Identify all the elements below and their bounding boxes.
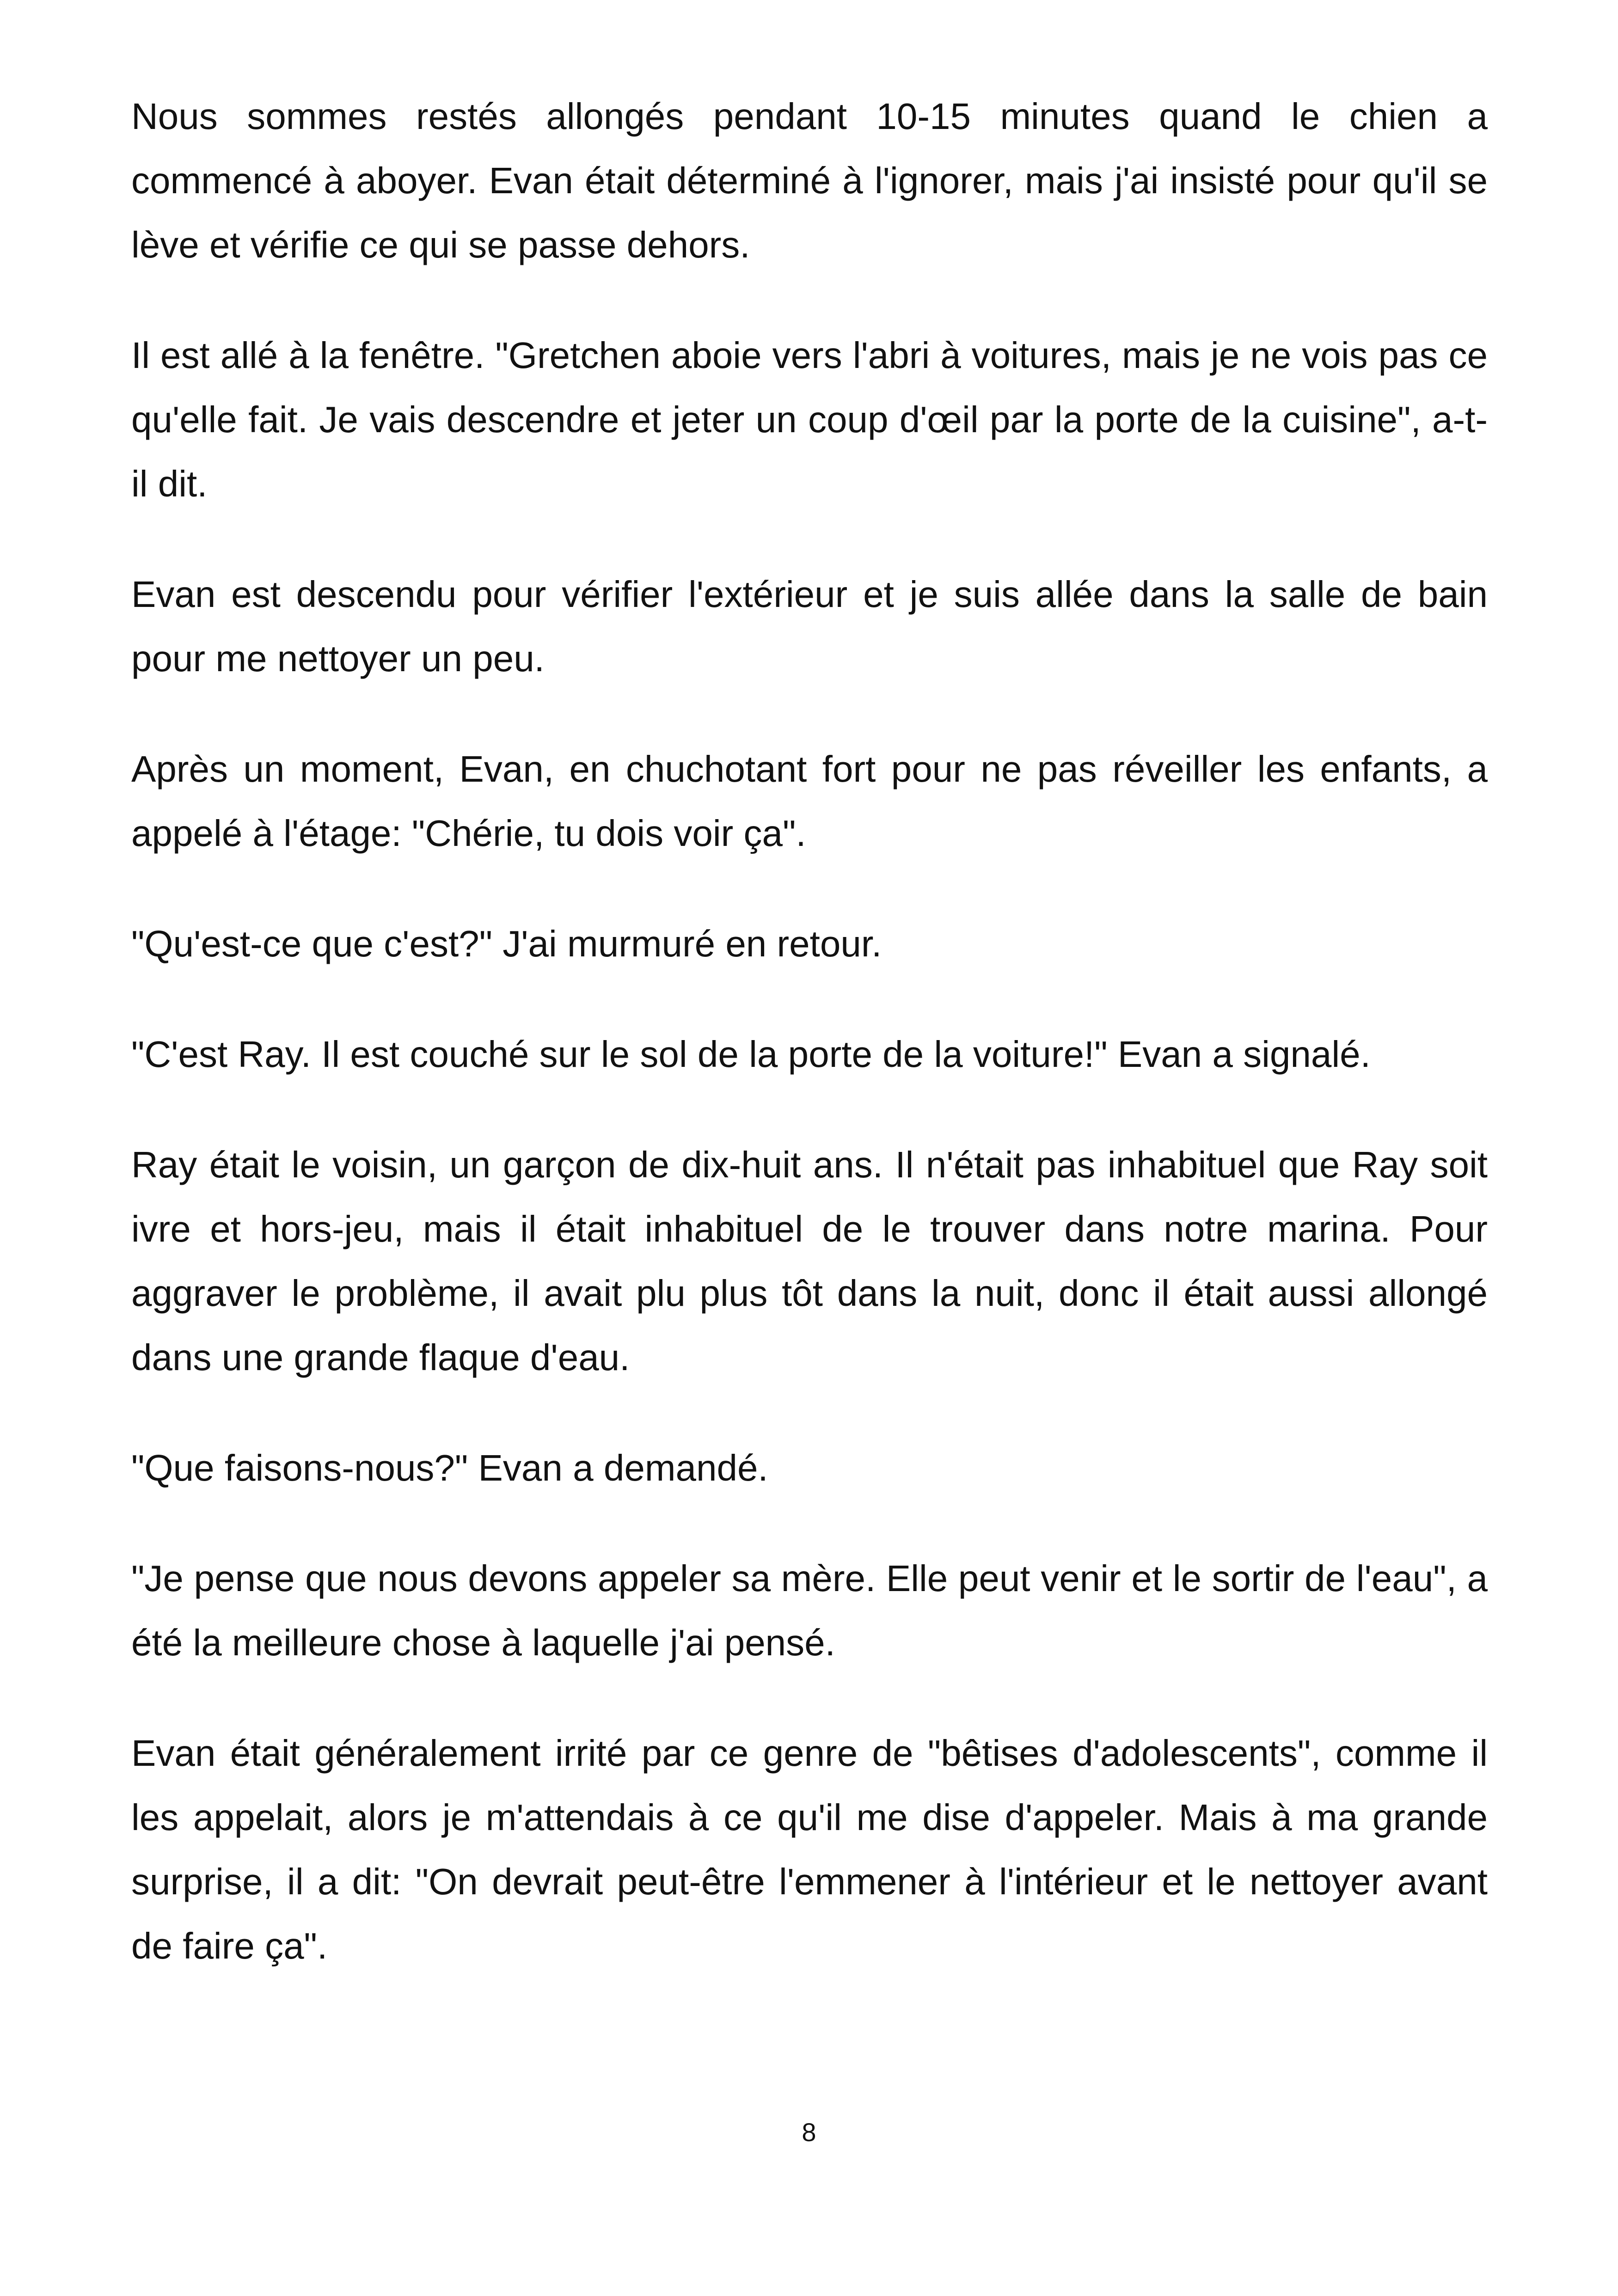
paragraph: Evan est descendu pour vérifier l'extérieur et je suis allée dans la salle de bain pour me nettoyer un peu. [131, 574, 1488, 679]
paragraph: "Je pense que nous devons appeler sa mère. Elle peut venir et le sortir de l'eau", a été la meilleure chose à laquelle j'ai pensé. [131, 1558, 1488, 1663]
page-number: 8 [802, 2118, 816, 2147]
paragraph: Il est allé à la fenêtre. "Gretchen aboie vers l'abri à voitures, mais je ne vois pas ce qu'elle fait. Je vais descendre et jeter un coup d'œil par la porte de la cuisine", a-t-il dit. [131, 335, 1488, 504]
paragraph: Après un moment, Evan, en chuchotant fort pour ne pas réveiller les enfants, a appelé à l'étage: "Chérie, tu dois voir ça". [131, 748, 1488, 854]
paragraph: Ray était le voisin, un garçon de dix-huit ans. Il n'était pas inhabituel que Ray soit ivre et hors-jeu, mais il était inhabituel de le trouver dans notre marina. Pour aggraver le problème, il avait plu plus tôt dans la nuit, donc il était aussi allongé dans une grande flaque d'eau. [131, 1144, 1488, 1378]
paragraph: Nous sommes restés allongés pendant 10-15 minutes quand le chien a commencé à aboyer. Evan était déterminé à l'ignorer, mais j'ai insisté pour qu'il se lève et vérifie ce qui se passe dehors. [131, 96, 1488, 265]
page-body [131, 84, 1488, 2024]
paragraph: "Que faisons-nous?" Evan a demandé. [131, 1447, 768, 1488]
paragraph: "C'est Ray. Il est couché sur le sol de la porte de la voiture!" Evan a signalé. [131, 1034, 1371, 1075]
paragraph: "Qu'est-ce que c'est?" J'ai murmuré en retour. [131, 923, 882, 964]
paragraph: Evan était généralement irrité par ce genre de "bêtises d'adolescents", comme il les appelait, alors je m'attendais à ce qu'il me dise d'appeler. Mais à ma grande surprise, il a dit: "On devrait peut-être l'emmener à l'intérieur et le nettoyer avant de faire ça". [131, 1733, 1488, 1966]
